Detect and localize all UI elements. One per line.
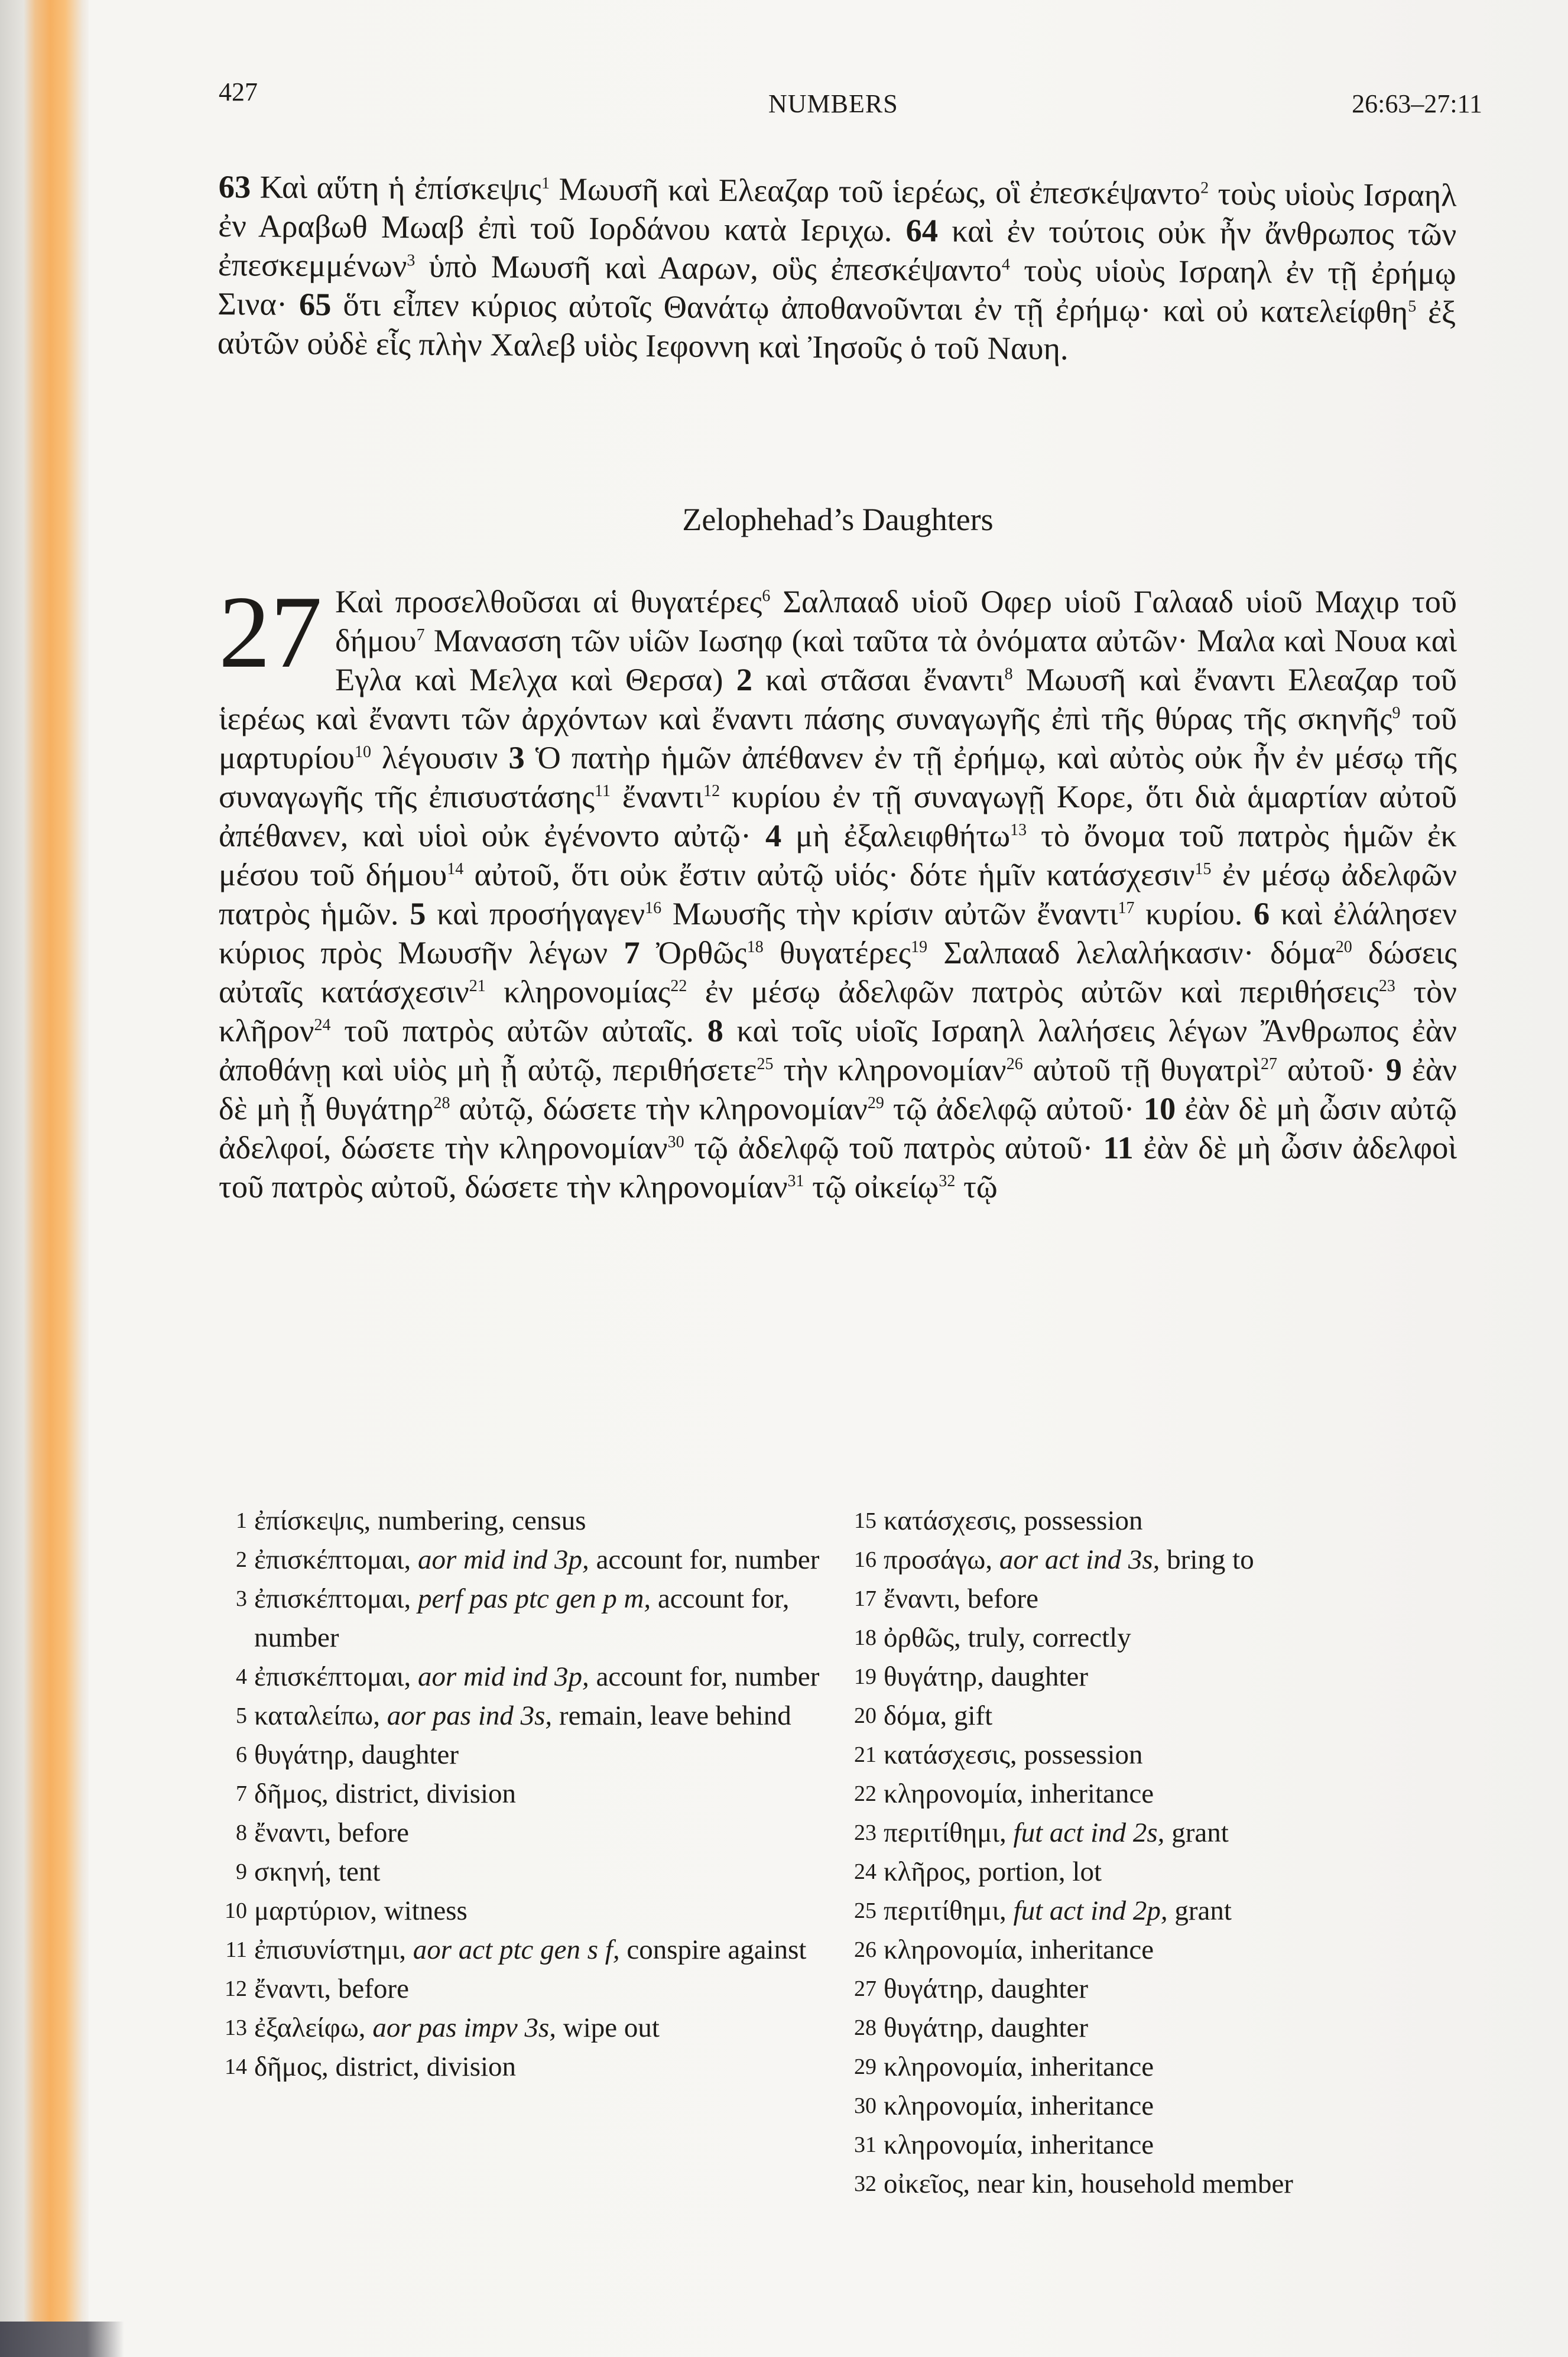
footnote-number: 12 (225, 1976, 247, 2001)
verse-text: κυρίου ἐν τῇ συναγωγῇ Κορε, ὅτι διὰ ἁμαρτίαν αὐτοῦ ἀπέθανεν, καὶ υἱοὶ οὐκ ἐγένοντο αὐτῷ· (219, 778, 1457, 853)
footnote-lemma: δόμα, (884, 1700, 954, 1731)
footnote-number: 14 (225, 2054, 247, 2079)
footnote-gloss: daughter (991, 1973, 1089, 2004)
footnote-lemma: κληρονομία, (884, 2090, 1031, 2121)
footnote-parsing: aor pas impv 3s, (372, 2012, 563, 2043)
footnote-text (254, 1661, 819, 1692)
book-cover-shadow (0, 2322, 124, 2357)
footnote-gloss: portion, lot (978, 1856, 1102, 1887)
footnote-text (254, 1505, 586, 1536)
footnote-entry (219, 1813, 839, 1852)
footnote-parsing: fut act ind 2p, (1013, 1895, 1175, 1926)
footnote-entry (848, 1501, 1475, 1540)
footnote-gloss: bring to (1167, 1544, 1254, 1575)
footnote-lemma: θυγάτηρ, (884, 1973, 991, 2004)
footnote-marker: 12 (703, 781, 720, 800)
verse-number: 65 (298, 285, 332, 323)
footnote-entry (219, 2047, 839, 2086)
verse-text: τῷ ἀδελφῷ αὐτοῦ· (884, 1090, 1144, 1126)
footnote-number: 22 (854, 1781, 876, 1806)
footnote-lemma: κληρονομία, (884, 1934, 1031, 1965)
footnote-gloss: inheritance (1030, 2090, 1154, 2121)
footnote-text (884, 2129, 1154, 2160)
footnote-gloss: possession (1024, 1505, 1143, 1536)
footnote-entry (219, 1540, 839, 1579)
footnote-number: 19 (854, 1664, 876, 1689)
footnote-text (254, 2051, 516, 2082)
footnote-gloss: truly, correctly (968, 1622, 1131, 1653)
footnote-gloss: account for, number (254, 1583, 790, 1653)
footnote-lemma: ἐξαλείφω, (254, 2012, 373, 2043)
footnote-entry (219, 1774, 839, 1813)
footnote-marker: 13 (1010, 820, 1027, 839)
footnote-marker: 26 (1006, 1054, 1023, 1073)
verse-text: Ὁ πατὴρ ἡμῶν ἀπέθανεν ἐν τῇ ἐρήμῳ, καὶ αὐτὸς οὐκ ἦν ἐν μέσῳ τῆς συναγωγῆς τῆς ἐπισυστάσης (219, 739, 1457, 814)
footnote-lemma: ἐπισκέπτομαι, (254, 1583, 418, 1614)
footnote-gloss: gift (953, 1700, 993, 1731)
verse-text: αὐτοῦ· (1277, 1051, 1386, 1087)
footnote-text (884, 1934, 1154, 1965)
footnote-entry (219, 1969, 839, 2008)
footnote-marker: 32 (939, 1171, 956, 1190)
footnote-gloss: before (337, 1973, 409, 2004)
footnote-text (884, 1544, 1254, 1575)
footnotes-right-column (848, 1501, 1475, 2203)
footnote-lemma: κληρονομία, (884, 2051, 1031, 2082)
footnote-gloss: grant (1174, 1895, 1232, 1926)
footnote-marker: 25 (757, 1054, 774, 1073)
footnote-number: 9 (236, 1859, 247, 1884)
footnote-number: 8 (236, 1820, 247, 1845)
footnote-parsing: perf pas ptc gen p m, (417, 1583, 658, 1614)
verse-number: 10 (1143, 1090, 1176, 1126)
footnote-entry (848, 1540, 1475, 1579)
footnote-number: 15 (854, 1508, 876, 1533)
footnote-text (884, 2090, 1154, 2121)
verse-text: Μωυσῆ καὶ ἔναντι Ελεαζαρ τοῦ ἱερέως καὶ ἔναντι τῶν ἀρχόντων καὶ ἔναντι πάσης συναγωγῆς ἐπὶ τῆς θύρας τῆς σκηνῆς (219, 661, 1457, 736)
footnote-lemma: ἐπισκέπτομαι, (254, 1544, 418, 1575)
verse-number: 3 (508, 739, 525, 775)
footnote-marker: 22 (670, 976, 687, 995)
verse-text: αὐτοῦ τῇ θυγατρὶ (1022, 1051, 1261, 1087)
footnote-number: 27 (854, 1976, 876, 2001)
footnote-gloss: wipe out (563, 2012, 660, 2043)
footnote-entry (848, 1852, 1475, 1891)
verse-number: 63 (218, 168, 251, 205)
footnote-entry (219, 1735, 839, 1774)
verse-text: αὐτοῦ, ὅτι οὐκ ἔστιν αὐτῷ υἱός· δότε ἡμῖν κατάσχεσιν (463, 856, 1195, 892)
footnote-gloss: district, division (335, 1778, 517, 1809)
footnote-marker: 14 (447, 859, 464, 878)
footnote-number: 13 (225, 2015, 247, 2040)
footnote-lemma: ἐπισυνίστημι, (254, 1934, 413, 1965)
footnote-marker: 10 (354, 742, 371, 761)
footnote-text (884, 1661, 1088, 1692)
footnote-lemma: κλῆρος, (884, 1856, 979, 1887)
verse-text: ὑπὸ Μωυσῆ καὶ Ααρων, οὓς ἐπεσκέψαντο (415, 248, 1002, 288)
footnote-lemma: δῆμος, (254, 2051, 336, 2082)
footnote-gloss: inheritance (1030, 2051, 1154, 2082)
footnote-number: 21 (854, 1742, 876, 1767)
footnote-text (254, 2012, 660, 2043)
verse-number: 9 (1385, 1051, 1402, 1087)
footnotes-left-column (219, 1501, 839, 2086)
footnote-text (884, 1895, 1232, 1926)
footnote-entry (848, 2164, 1475, 2203)
verse-text: καὶ στᾶσαι ἔναντι (752, 661, 1005, 697)
footnote-gloss: remain, leave behind (559, 1700, 791, 1731)
footnote-text (884, 1778, 1154, 1809)
footnote-marker: 15 (1194, 859, 1212, 878)
footnote-number: 3 (236, 1586, 247, 1611)
footnote-parsing: aor pas ind 3s, (387, 1700, 559, 1731)
verse-text: ἔναντι (611, 778, 704, 814)
footnote-gloss: tent (338, 1856, 381, 1887)
footnote-text (884, 1622, 1131, 1653)
footnote-entry (219, 1657, 839, 1696)
verse-text: ἐὰν δὲ μὴ ᾖ θυγάτηρ (219, 1051, 1457, 1126)
verse-text: Μωυσῆς τὴν κρίσιν αὐτῶν ἔναντι (661, 895, 1118, 931)
footnote-text (254, 1856, 380, 1887)
verse-text: τοῦ πατρὸς αὐτῶν αὐταῖς. (330, 1012, 707, 1048)
verse-number: 4 (765, 817, 782, 853)
verse-text: αὐτῷ, δώσετε τὴν κληρονομίαν (450, 1090, 868, 1126)
footnote-number: 2 (236, 1547, 247, 1572)
footnote-lemma: δῆμος, (254, 1778, 336, 1809)
footnote-marker: 23 (1378, 976, 1395, 995)
verse-text: καὶ προσήγαγεν (426, 895, 645, 931)
verse-text: Καὶ αὕτη ἡ ἐπίσκεψις (251, 168, 542, 207)
verse-text: ἐξ αὐτῶν οὐδὲ εἷς πλὴν Χαλεβ υἱὸς Ιεφοννη καὶ Ἰησοῦς ὁ τοῦ Ναυη. (217, 294, 1456, 367)
footnote-lemma: οἰκεῖος, (884, 2168, 977, 2199)
footnote-marker: 21 (469, 976, 486, 995)
footnote-entry (219, 1930, 839, 1969)
footnote-number: 25 (854, 1898, 876, 1923)
verse-number: 2 (736, 661, 752, 697)
footnote-gloss: district, division (335, 2051, 517, 2082)
footnote-lemma: θυγάτηρ, (884, 1661, 991, 1692)
footnote-gloss: account for, number (596, 1544, 820, 1575)
footnote-parsing: aor mid ind 3p, (417, 1661, 596, 1692)
footnote-lemma: περιτίθημι, (884, 1895, 1014, 1926)
footnote-gloss: near kin, household member (976, 2168, 1293, 2199)
footnote-entry (848, 1696, 1475, 1735)
footnote-text (254, 1895, 468, 1926)
footnote-lemma: ἔναντι, (254, 1973, 338, 2004)
footnote-number: 4 (236, 1664, 247, 1689)
footnote-number: 26 (854, 1937, 876, 1962)
footnote-number: 16 (854, 1547, 876, 1572)
footnote-lemma: ὀρθῶς, (884, 1622, 968, 1653)
footnote-lemma: μαρτύριον, (254, 1895, 384, 1926)
verse-text: ἐὰν δὲ μὴ ὦσιν ἀδελφοὶ τοῦ πατρὸς αὐτοῦ, δώσετε τὴν κληρονομίαν (219, 1129, 1457, 1205)
footnote-gloss: daughter (361, 1739, 459, 1770)
verse-text: Μανασση τῶν υἱῶν Ιωσηφ (καὶ ταῦτα τὰ ὀνόματα αὐτῶν· Μαλα καὶ Νουα καὶ Εγλα καὶ Μελχα καὶ Θερσα) (335, 622, 1457, 697)
footnote-number: 32 (854, 2171, 876, 2196)
verse-text: Σαλπααδ υἱοῦ Οφερ υἱοῦ Γαλααδ υἱοῦ Μαχιρ τοῦ δήμου (335, 583, 1457, 658)
footnote-marker: 7 (416, 625, 425, 644)
footnote-marker: 29 (867, 1093, 884, 1112)
footnote-gloss: before (337, 1817, 409, 1848)
footnote-number: 29 (854, 2054, 876, 2079)
footnote-entry (848, 1930, 1475, 1969)
footnote-marker: 27 (1261, 1054, 1278, 1073)
footnote-number: 17 (854, 1586, 876, 1611)
footnote-entry (219, 1501, 839, 1540)
footnote-lemma: ἔναντι, (884, 1583, 968, 1614)
chapter-verse-reference: 26:63–27:11 (1352, 89, 1482, 118)
footnote-lemma: κληρονομία, (884, 2129, 1031, 2160)
footnote-parsing: aor act ptc gen s f, (413, 1934, 627, 1965)
footnote-marker: 11 (595, 781, 611, 800)
footnote-marker: 8 (1004, 664, 1013, 683)
footnote-entry (848, 2047, 1475, 2086)
footnote-lemma: ἔναντι, (254, 1817, 338, 1848)
verse-text: Ὀρθῶς (639, 934, 747, 970)
footnote-entry (848, 1813, 1475, 1852)
footnote-entry (219, 1891, 839, 1930)
footnote-number: 10 (225, 1898, 247, 1923)
verse-text: Καὶ προσελθοῦσαι αἱ θυγατέρες (335, 583, 762, 619)
footnote-entry (848, 1579, 1475, 1618)
footnote-marker: 17 (1118, 898, 1135, 917)
footnote-lemma: ἐπισκέπτομαι, (254, 1661, 418, 1692)
footnote-text (254, 1739, 459, 1770)
footnote-text (254, 1778, 516, 1809)
verse-number: 6 (1254, 895, 1270, 931)
verse-number: 7 (624, 934, 640, 970)
footnote-text (884, 2012, 1088, 2043)
footnote-marker: 30 (667, 1132, 684, 1151)
footnote-entry (848, 2086, 1475, 2125)
book-edge (0, 0, 89, 2357)
footnote-entry (219, 1579, 839, 1657)
footnote-marker: 9 (1392, 703, 1401, 722)
page-number: 427 (219, 77, 258, 106)
footnote-marker: 16 (645, 898, 662, 917)
verse-text: τὴν κληρονομίαν (773, 1051, 1007, 1087)
verse-text: Σαλπααδ λελαλήκασιν· δόμα (927, 934, 1336, 970)
verse-text: καὶ ἐν τούτοις οὐκ ἦν ἄνθρωπος τῶν ἐπεσκεμμένων (217, 212, 1457, 284)
paragraph-27-text (219, 574, 1457, 1205)
footnote-text (254, 1934, 806, 1965)
footnote-lemma: προσάγω, (884, 1544, 999, 1575)
verse-text: ἐν μέσῳ ἀδελφῶν πατρὸς αὐτῶν καὶ περιθήσεις (687, 973, 1379, 1009)
footnote-number: 7 (236, 1781, 247, 1806)
verse-text: τὸ ὄνομα τοῦ πατρὸς ἡμῶν ἐκ μέσου τοῦ δήμου (219, 817, 1457, 892)
verse-text: κληρονομίας (485, 973, 671, 1009)
footnote-gloss: daughter (991, 1661, 1089, 1692)
footnote-marker: 31 (787, 1171, 804, 1190)
footnote-lemma: σκηνή, (254, 1856, 339, 1887)
footnote-text (884, 1739, 1143, 1770)
footnote-gloss: inheritance (1030, 1778, 1154, 1809)
verse-text: ἐν μέσῳ ἀδελφῶν πατρὸς ἡμῶν. (219, 856, 1457, 931)
verse-text: ἐὰν δὲ μὴ ὦσιν αὐτῷ ἀδελφοί, δώσετε τὴν κληρονομίαν (219, 1090, 1457, 1165)
footnote-gloss: numbering, census (378, 1505, 586, 1536)
footnote-number: 1 (236, 1508, 247, 1533)
verse-text: Μωυσῆ καὶ Ελεαζαρ τοῦ ἱερέως, οἳ ἐπεσκέψαντο (549, 170, 1201, 212)
paragraph-27 (219, 574, 1457, 1206)
footnote-lemma: καταλείπω, (254, 1700, 387, 1731)
footnote-parsing: fut act ind 2s, (1013, 1817, 1172, 1848)
footnote-gloss: conspire against (626, 1934, 807, 1965)
verse-text: τοῦ μαρτυρίου (219, 700, 1457, 775)
footnote-text (254, 1700, 791, 1731)
verse-text: τοὺς υἱοὺς Ισραηλ ἐν τῇ ἐρήμῳ Σινα· (217, 252, 1457, 322)
footnote-marker: 19 (911, 937, 928, 956)
footnote-marker: 4 (1001, 255, 1011, 274)
chapter-number: 27 (219, 574, 322, 689)
footnote-lemma: κατάσχεσις, (884, 1739, 1024, 1770)
footnote-number: 11 (225, 1937, 247, 1962)
footnote-gloss: witness (384, 1895, 468, 1926)
footnote-gloss: grant (1171, 1817, 1229, 1848)
footnote-marker: 3 (407, 251, 415, 270)
footnote-entry (848, 1618, 1475, 1657)
footnote-entry (848, 1774, 1475, 1813)
footnote-number: 30 (854, 2093, 876, 2118)
footnote-text (254, 1817, 409, 1848)
verse-number: 64 (905, 212, 939, 249)
footnote-gloss: daughter (991, 2012, 1089, 2043)
footnote-marker: 1 (541, 174, 550, 193)
footnote-text (884, 1700, 992, 1731)
footnote-text (884, 1817, 1229, 1848)
footnote-text (884, 1856, 1102, 1887)
footnote-text (884, 1973, 1088, 2004)
footnote-entry (848, 1657, 1475, 1696)
verse-text: τῷ (955, 1168, 998, 1205)
footnote-number: 24 (854, 1859, 876, 1884)
section-heading: Zelophehad’s Daughters (682, 502, 994, 537)
verse-text: τῷ ἀδελφῷ τοῦ πατρὸς αὐτοῦ· (684, 1129, 1103, 1165)
footnote-text (884, 2051, 1154, 2082)
verse-text: τὸν κλῆρον (219, 973, 1457, 1048)
verse-text: κυρίου. (1134, 895, 1254, 931)
footnote-entry (848, 1969, 1475, 2008)
footnote-lemma: κληρονομία, (884, 1778, 1031, 1809)
paragraph-26-63 (217, 167, 1457, 371)
footnote-marker: 24 (314, 1015, 331, 1034)
footnote-number: 18 (854, 1625, 876, 1650)
book-title: NUMBERS (768, 89, 898, 118)
footnote-number: 6 (236, 1742, 247, 1767)
footnote-gloss: account for, number (596, 1661, 820, 1692)
footnote-entry (219, 1696, 839, 1735)
footnote-number: 5 (236, 1703, 247, 1728)
footnote-marker: 6 (762, 586, 771, 605)
footnote-parsing: aor mid ind 3p, (417, 1544, 596, 1575)
footnote-text (254, 1544, 819, 1575)
verse-text: λέγουσιν (371, 739, 509, 775)
footnote-parsing: aor act ind 3s, (999, 1544, 1167, 1575)
footnote-entry (848, 2125, 1475, 2164)
footnote-text (254, 1583, 790, 1653)
verse-number: 11 (1103, 1129, 1134, 1165)
footnote-number: 23 (854, 1820, 876, 1845)
footnote-entry (219, 1852, 839, 1891)
verse-number: 5 (410, 895, 426, 931)
footnote-number: 28 (854, 2015, 876, 2040)
verse-number: 8 (707, 1012, 723, 1048)
footnote-text (884, 2168, 1293, 2199)
footnote-entry (848, 2008, 1475, 2047)
footnote-text (884, 1505, 1143, 1536)
footnote-marker: 28 (433, 1093, 450, 1112)
footnote-gloss: possession (1024, 1739, 1143, 1770)
footnote-gloss: inheritance (1030, 1934, 1154, 1965)
verse-text: μὴ ἐξαλειφθήτω (781, 817, 1011, 853)
verse-text: ὅτι εἶπεν κύριος αὐτοῖς Θανάτῳ ἀποθανοῦνται ἐν τῇ ἐρήμῳ· καὶ οὐ κατελείφθη (331, 286, 1408, 330)
verse-text: καὶ ἐλάλησεν κύριος πρὸς Μωυσῆν λέγων (219, 895, 1457, 970)
footnote-lemma: κατάσχεσις, (884, 1505, 1024, 1536)
footnote-marker: 18 (746, 937, 764, 956)
verse-text: θυγατέρες (763, 934, 911, 970)
verse-text: δώσεις αὐταῖς κατάσχεσιν (219, 934, 1457, 1009)
footnote-text (254, 1973, 409, 2004)
footnote-entry (848, 1735, 1475, 1774)
footnote-gloss: inheritance (1030, 2129, 1154, 2160)
footnote-number: 31 (854, 2132, 876, 2157)
verse-text: τοὺς υἱοὺς Ισραηλ ἐν Αραβωθ Μωαβ ἐπὶ τοῦ Ιορδάνου κατὰ Ιεριχω. (218, 175, 1457, 249)
footnote-lemma: θυγάτηρ, (254, 1739, 362, 1770)
footnote-gloss: before (967, 1583, 1038, 1614)
footnote-marker: 2 (1200, 178, 1209, 197)
footnote-marker: 5 (1408, 297, 1417, 316)
footnote-marker: 20 (1335, 937, 1352, 956)
verse-text: καὶ τοῖς υἱοῖς Ισραηλ λαλήσεις λέγων Ἄνθρωπος ἐὰν ἀποθάνῃ καὶ υἱὸς μὴ ᾖ αὐτῷ, περιθήσετε (219, 1012, 1457, 1087)
footnote-lemma: περιτίθημι, (884, 1817, 1014, 1848)
footnote-lemma: θυγάτηρ, (884, 2012, 991, 2043)
footnote-lemma: ἐπίσκεψις, (254, 1505, 378, 1536)
verse-text: τῷ οἰκείῳ (804, 1168, 939, 1205)
footnote-entry (219, 2008, 839, 2047)
footnote-entry (848, 1891, 1475, 1930)
footnote-text (884, 1583, 1038, 1614)
footnote-number: 20 (854, 1703, 876, 1728)
